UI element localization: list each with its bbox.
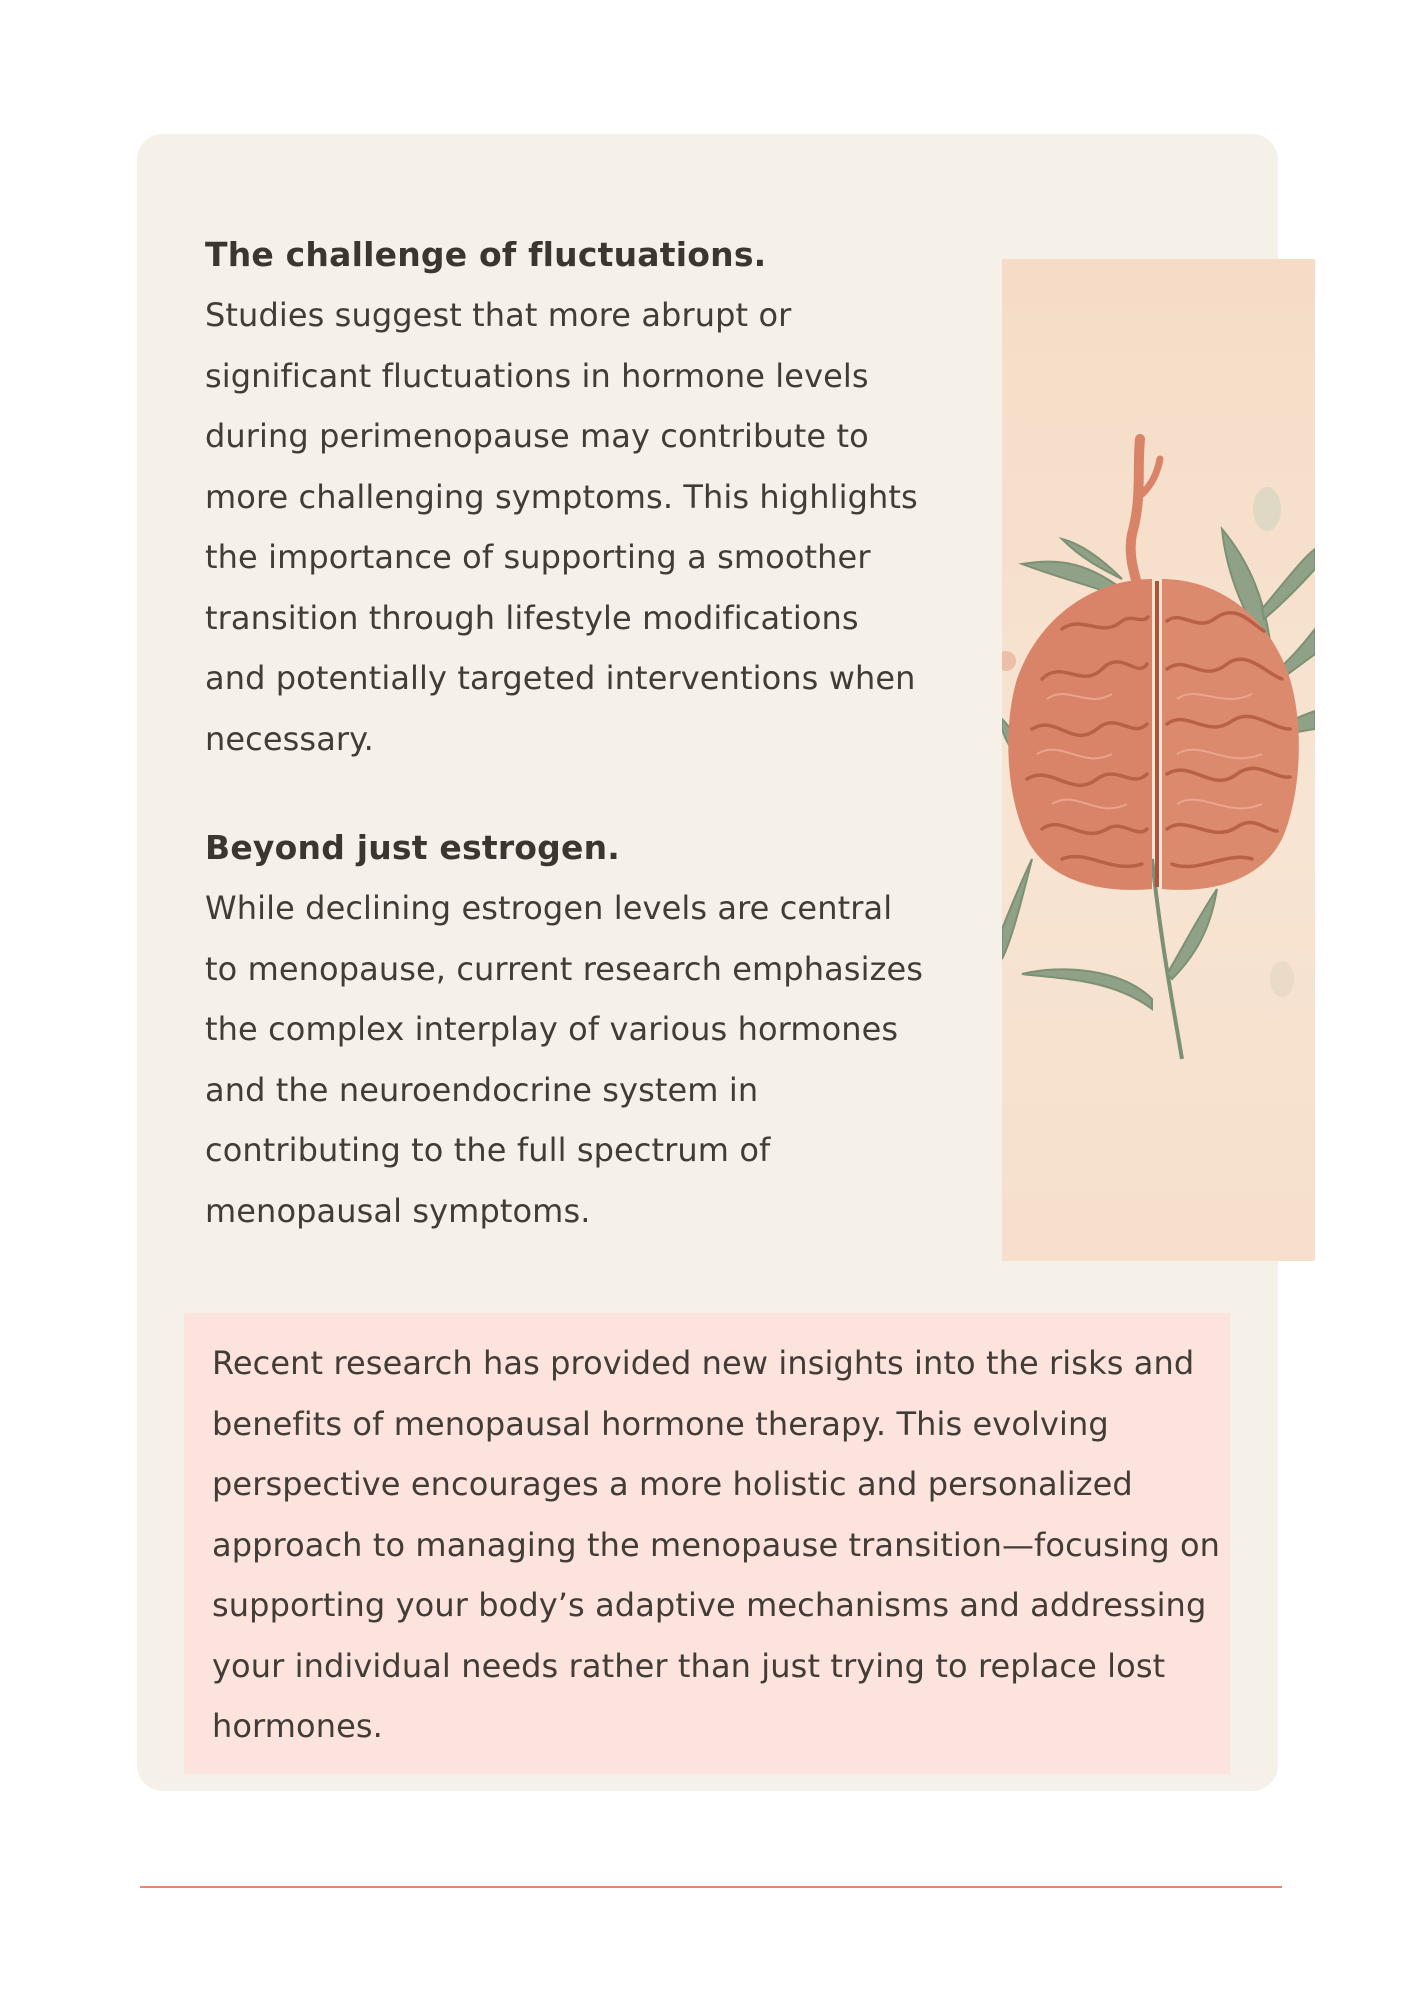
brain-illustration [1002,259,1315,1261]
callout-text: Recent research has provided new insights into the risks and benefits of menopausal hormone therapy. This evolving perspective encourages a more holistic and personalized approach to managing the menopause transition—focusing on supporting your body’s adaptive mechanisms and addressing your individual needs rather than just trying to replace lost hormones. [212,1344,1221,1745]
section-beyond-estrogen [205,818,925,1241]
section-body: While declining estrogen levels are central to menopause, current research emphasizes the complex interplay of various hormones and the neuroendocrine system in contributing to the full spectrum of menopausal symptoms. [205,889,924,1230]
research-callout [184,1313,1230,1774]
section-heading: Beyond just estrogen. [205,828,621,867]
brain-icon [1008,579,1299,890]
section-heading: The challenge of fluctuations. [205,235,767,274]
brain-illustration-panel [1002,259,1315,1261]
section-fluctuations [205,225,925,769]
footer-divider [140,1886,1282,1888]
section-body: Studies suggest that more abrupt or significant fluctuations in hormone levels during perimenopause may contribute to more challenging symptoms. This highlights the importance of supporting a smoother transition through lifestyle modifications and potentially targeted interventions when necessary. [205,296,918,758]
